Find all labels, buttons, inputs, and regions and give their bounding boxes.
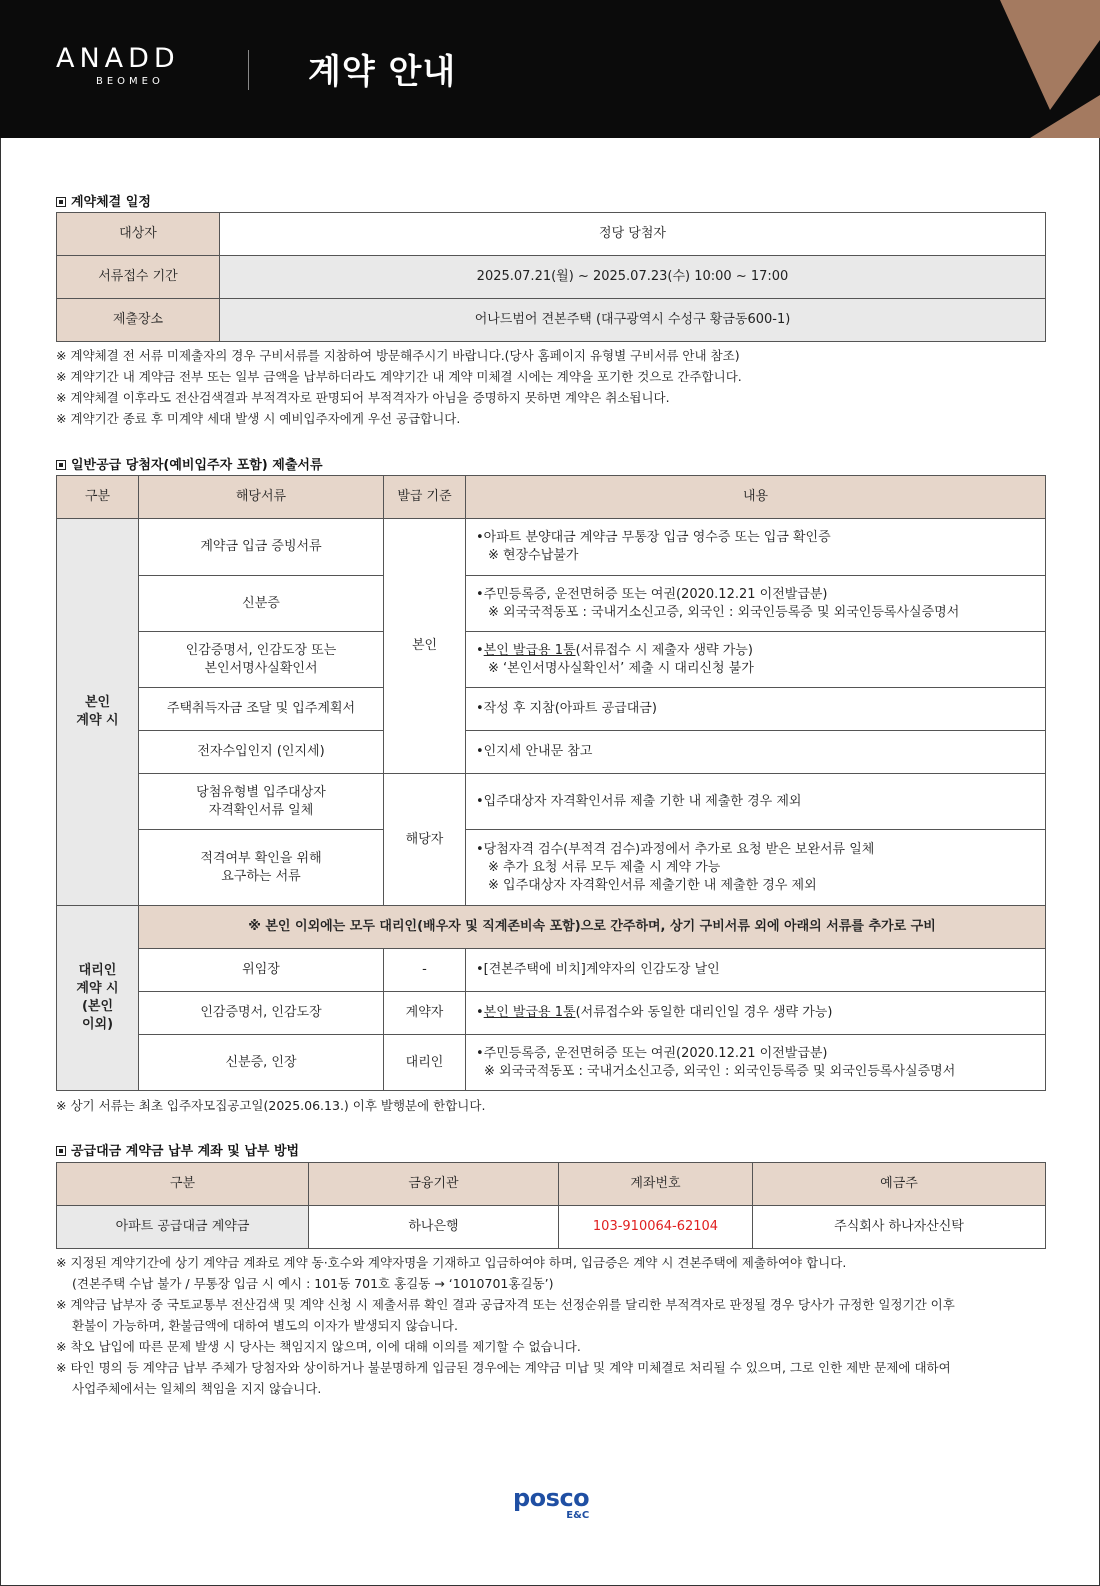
- posco-logo-main: posco: [513, 1484, 590, 1512]
- proxy-banner: ※ 본인 이외에는 모두 대리인(배우자 및 직계존비속 포함)으로 간주하며, 상기 구비서류 외에 아래의 서류를 추가로 구비: [139, 906, 1046, 949]
- table-header-row: [57, 1163, 1046, 1206]
- doc-name: [139, 576, 384, 632]
- table-row: [57, 906, 1046, 949]
- table-row: [57, 256, 1046, 299]
- schedule-title-text: 계약체결 일정: [71, 195, 151, 210]
- content-line: ※ 외국국적동포 : 국내거소신고증, 외국인 : 외국인등록증 및 외국인등록사실증명서: [488, 604, 960, 620]
- column-header: 금융기관: [309, 1163, 559, 1206]
- table-row: [57, 688, 1046, 731]
- doc-content: [466, 632, 1046, 688]
- note-line: ※ 타인 명의 등 계약금 납부 주체가 당첨자와 상이하거나 불분명하게 입금된 경우에는 계약금 미납 및 계약 미체결로 처리될 수 있으며, 그로 인한 제반 문제에 대하여: [56, 1360, 951, 1375]
- content-line: [476, 1004, 1045, 1022]
- note-line: (견본주택 수납 불가 / 무통장 입금 시 예시 : 101동 701호 홍길동 → ‘1010701홍길동’): [72, 1276, 554, 1291]
- header-decoration: [900, 0, 1100, 138]
- group-label-proxy: [57, 906, 139, 1091]
- documents-note: [56, 1095, 485, 1116]
- content-line: •[견본주택에 비치]계약자의 인감도장 날인: [476, 962, 720, 977]
- doc-name-line: 인감증명서, 인감도장 또는: [185, 642, 337, 658]
- bullet-text: •: [476, 1005, 484, 1020]
- payment-type: 아파트 공급대금 계약금: [57, 1206, 309, 1249]
- doc-name: [139, 774, 384, 830]
- schedule-label: 서류접수 기간: [57, 256, 220, 299]
- payment-holder: 주식회사 하나자산신탁: [753, 1206, 1046, 1249]
- note-line: ※ 계약금 납부자 중 국토교통부 전산검색 및 계약 신청 시 제출서류 확인 결과 공급자격 또는 선정순위를 달리한 부적격자로 판정될 경우 당사가 규정한 일정기간 이후: [56, 1297, 955, 1312]
- schedule-section-title: [56, 191, 151, 210]
- payment-title-text: 공급대금 계약금 납부 계좌 및 납부 방법: [71, 1144, 300, 1159]
- table-row: [57, 774, 1046, 830]
- header-divider: [248, 50, 249, 90]
- schedule-label: 대상자: [57, 213, 220, 256]
- content-line: ※ 입주대상자 자격확인서류 제출기한 내 제출한 경우 제외: [488, 877, 817, 893]
- doc-content: [466, 949, 1046, 992]
- doc-content: [466, 519, 1046, 576]
- content-line: •입주대상자 자격확인서류 제출 기한 내 제출한 경우 제외: [476, 793, 802, 809]
- doc-name-line: 계약금 입금 증빙서류: [200, 539, 322, 554]
- basis-applicable: 해당자: [384, 774, 466, 906]
- content-line: •작성 후 지참(아파트 공급대금): [476, 701, 657, 716]
- doc-name-line: 본인서명사실확인서: [204, 660, 318, 676]
- content-text: (서류접수와 동일한 대리인일 경우 생략 가능): [575, 1005, 833, 1020]
- schedule-table: [56, 212, 1046, 342]
- doc-name: [139, 830, 384, 906]
- doc-name: [139, 519, 384, 576]
- note-line: ※ 계약체결 전 서류 미제출자의 경우 구비서류를 지참하여 방문해주시기 바랍니다.(당사 홈페이지 유형별 구비서류 안내 참조): [56, 348, 740, 363]
- payment-notes: [56, 1252, 1046, 1399]
- schedule-label: 제출장소: [57, 299, 220, 342]
- content-text: (서류접수 시 제출자 생략 가능): [575, 642, 753, 658]
- payment-table: [56, 1162, 1046, 1249]
- schedule-value: 정당 당첨자: [220, 213, 1046, 256]
- documents-section-title: [56, 454, 323, 473]
- doc-name-line: 신분증: [242, 595, 280, 611]
- doc-name: 위임장: [139, 949, 384, 992]
- doc-name-line: 요구하는 서류: [221, 868, 301, 884]
- group-label-line: 계약 시: [76, 713, 119, 728]
- content-line: •아파트 분양대금 계약금 무통장 입금 영수증 또는 입금 확인증: [476, 530, 831, 545]
- payment-bank: 하나은행: [309, 1206, 559, 1249]
- group-label-line: (본인: [81, 999, 114, 1014]
- doc-name-line: 당첨유형별 입주대상자: [196, 784, 326, 800]
- doc-name: [139, 632, 384, 688]
- schedule-value: 어나드범어 견본주택 (대구광역시 수성구 황금동600-1): [220, 299, 1046, 342]
- payment-account: 103-910064-62104: [559, 1206, 753, 1249]
- table-row: [57, 1035, 1046, 1091]
- basis: 계약자: [384, 992, 466, 1035]
- doc-content: [466, 830, 1046, 906]
- doc-content: [466, 576, 1046, 632]
- logo-main-text: ANADD: [56, 43, 180, 74]
- table-row: [57, 1206, 1046, 1249]
- doc-name-line: 적격여부 확인을 위해: [200, 850, 322, 866]
- group-label-line: 본인: [84, 695, 111, 710]
- group-label-self: [57, 519, 139, 906]
- column-header: 계좌번호: [559, 1163, 753, 1206]
- doc-name: [139, 688, 384, 731]
- column-header: 내용: [466, 476, 1046, 519]
- note-line: ※ 계약체결 이후라도 전산검색결과 부적격자로 판명되어 부적격자가 아님을 증명하지 못하면 계약은 취소됩니다.: [56, 390, 670, 405]
- basis-self: 본인: [384, 519, 466, 774]
- doc-content: [466, 731, 1046, 774]
- doc-name-line: 주택취득자금 조달 및 입주계획서: [166, 701, 356, 716]
- table-row: [57, 299, 1046, 342]
- content-line: ※ 현장수납불가: [488, 548, 579, 563]
- posco-logo-sub: E&C: [566, 1510, 590, 1521]
- table-row: [57, 949, 1046, 992]
- content-line: ※ 추가 요청 서류 모두 제출 시 계약 가능: [488, 859, 721, 875]
- basis: -: [384, 949, 466, 992]
- content-line: ※ 외국국적동포 : 국내거소신고증, 외국인 : 외국인등록증 및 외국인등록사실증명서: [484, 1063, 956, 1079]
- underlined-text: 본인 발급용 1통: [483, 642, 576, 658]
- documents-table: [56, 475, 1046, 1091]
- column-header: 해당서류: [139, 476, 384, 519]
- page-title: 계약 안내: [308, 52, 457, 92]
- group-label-line: 대리인: [78, 963, 117, 978]
- square-bullet-icon: [56, 1146, 66, 1156]
- underlined-text: 본인 발급용 1통: [483, 1005, 576, 1020]
- doc-name-line: 전자수입인지 (인지세): [197, 744, 325, 759]
- note-line: ※ 상기 서류는 최초 입주자모집공고일(2025.06.13.) 이후 발행분에 한합니다.: [56, 1098, 486, 1113]
- table-row: [57, 830, 1046, 906]
- doc-name: 인감증명서, 인감도장: [139, 992, 384, 1035]
- note-line: 사업주체에서는 일체의 책임을 지지 않습니다.: [72, 1381, 322, 1396]
- content-line: [476, 642, 1045, 660]
- doc-name: [139, 731, 384, 774]
- table-header-row: [57, 476, 1046, 519]
- schedule-value: 2025.07.21(월) ~ 2025.07.23(수) 10:00 ~ 17:00: [220, 256, 1046, 299]
- group-label-line: 계약 시: [76, 981, 119, 996]
- schedule-notes: [56, 345, 742, 429]
- posco-logo: [513, 1486, 589, 1522]
- doc-content: [466, 992, 1046, 1035]
- table-row: [57, 632, 1046, 688]
- note-line: ※ 지정된 계약기간에 상기 계약금 계좌로 계약 동·호수와 계약자명을 기재하고 입금하여야 하며, 입금증은 계약 시 견본주택에 제출하여야 합니다.: [56, 1255, 847, 1270]
- note-line: ※ 착오 납입에 따른 문제 발생 시 당사는 책임지지 않으며, 이에 대해 이의를 제기할 수 없습니다.: [56, 1339, 581, 1354]
- column-header: 발급 기준: [384, 476, 466, 519]
- content-line: •인지세 안내문 참고: [476, 744, 593, 759]
- content-line: •당첨자격 검수(부적격 검수)과정에서 추가로 요청 받은 보완서류 일체: [476, 841, 875, 857]
- note-line: ※ 계약기간 내 계약금 전부 또는 일부 금액을 납부하더라도 계약기간 내 계약 미체결 시에는 계약을 포기한 것으로 간주합니다.: [56, 369, 742, 384]
- table-row: [57, 213, 1046, 256]
- column-header: 구분: [57, 476, 139, 519]
- doc-content: [466, 774, 1046, 830]
- content-line: •주민등록증, 운전면허증 또는 여권(2020.12.21 이전발급분): [476, 586, 828, 602]
- doc-content: [466, 1035, 1046, 1091]
- note-line: 환불이 가능하며, 환불금액에 대하여 별도의 이자가 발생되지 않습니다.: [72, 1318, 458, 1333]
- page-header: [0, 0, 1100, 138]
- payment-section-title: [56, 1140, 299, 1159]
- square-bullet-icon: [56, 460, 66, 470]
- documents-title-text: 일반공급 당첨자(예비입주자 포함) 제출서류: [71, 458, 323, 473]
- table-row: [57, 576, 1046, 632]
- table-row: [57, 519, 1046, 576]
- group-label-line: 이외): [81, 1017, 114, 1032]
- anadd-logo: [56, 44, 180, 87]
- square-bullet-icon: [56, 197, 66, 207]
- logo-sub-text: BEOMEO: [96, 76, 164, 87]
- basis: 대리인: [384, 1035, 466, 1091]
- doc-content: [466, 688, 1046, 731]
- content-line: ※ ‘본인서명사실확인서’ 제출 시 대리신청 불가: [488, 660, 754, 676]
- column-header: 예금주: [753, 1163, 1046, 1206]
- doc-name-line: 자격확인서류 일체: [208, 802, 314, 818]
- table-row: [57, 731, 1046, 774]
- table-row: [57, 992, 1046, 1035]
- bullet-text: •: [476, 642, 484, 658]
- doc-name: 신분증, 인장: [139, 1035, 384, 1091]
- column-header: 구분: [57, 1163, 309, 1206]
- note-line: ※ 계약기간 종료 후 미계약 세대 발생 시 예비입주자에게 우선 공급합니다.: [56, 411, 461, 426]
- content-line: •주민등록증, 운전면허증 또는 여권(2020.12.21 이전발급분): [476, 1045, 828, 1061]
